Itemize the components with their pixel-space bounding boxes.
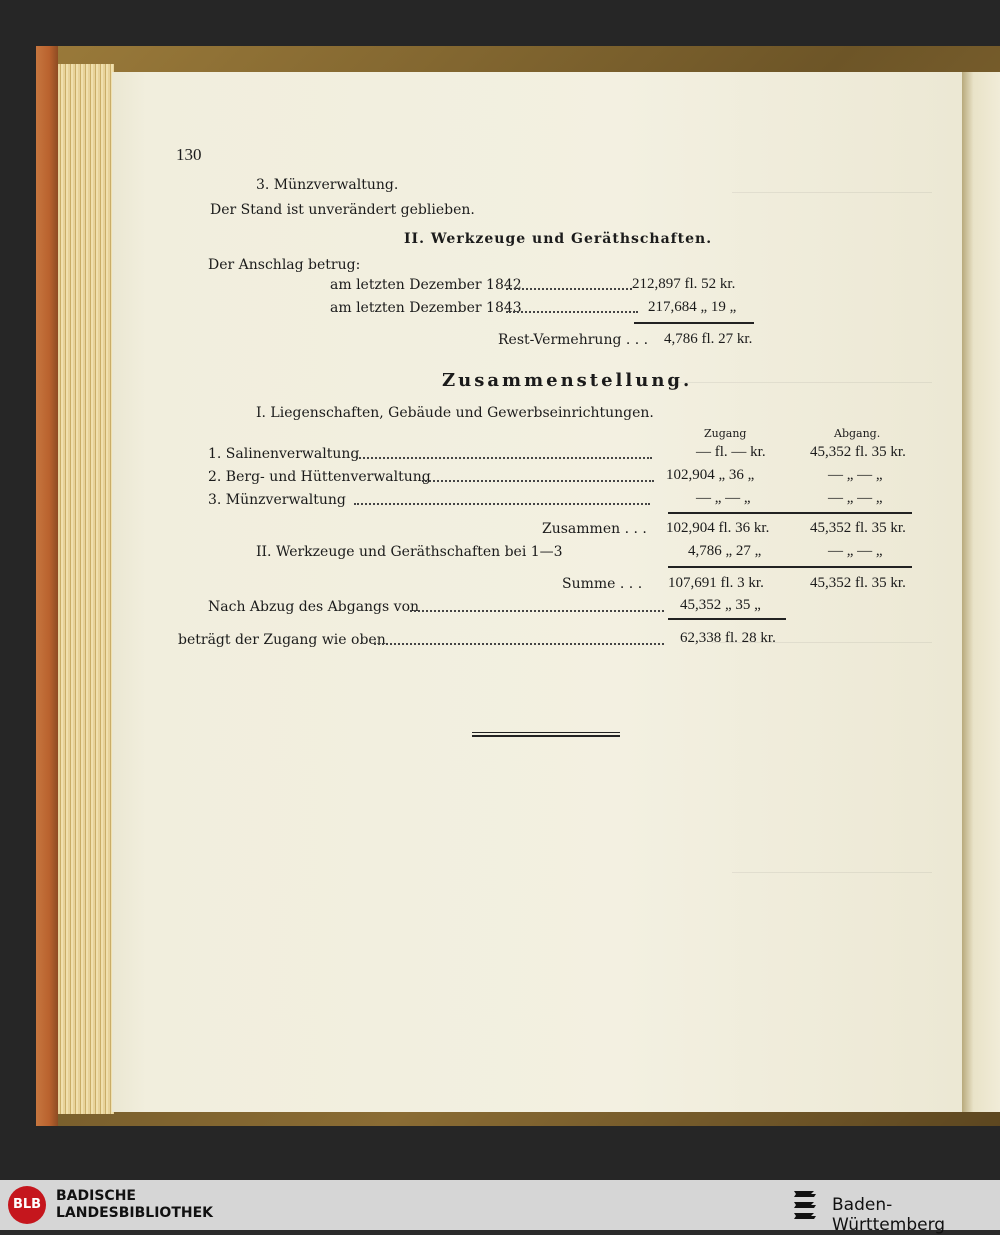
dot-leader [374, 643, 664, 645]
column-header-abgang: Abgang. [834, 427, 881, 440]
summary-title: Zusammenstellung. [442, 370, 693, 391]
rest-vermehrung-label: Rest-Vermehrung . . . [498, 332, 649, 348]
page-number: 130 [176, 145, 202, 164]
dot-leader [356, 457, 652, 459]
dot-leader [506, 311, 638, 313]
closing-rule [472, 735, 620, 737]
dot-leader [354, 503, 650, 505]
summary-row-abgang: 45,352 fl. 35 kr. [810, 444, 906, 460]
summary-row-zugang: 102,904 „ 36 „ [666, 467, 755, 483]
zugang-value: 62,338 fl. 28 kr. [680, 630, 776, 646]
blb-logo[interactable]: BLB [8, 1186, 46, 1224]
zusammen-zugang: 102,904 fl. 36 kr. [666, 520, 770, 536]
book-cover-edge [36, 46, 58, 1126]
summary-row-abgang: — „ — „ [828, 490, 883, 506]
rest-vermehrung-value: 4,786 fl. 27 kr. [664, 331, 753, 347]
summary-row-abgang: — „ — „ [828, 467, 883, 483]
abzug-label: Nach Abzug des Abgangs von [208, 599, 420, 615]
three-lions-icon [790, 1187, 822, 1223]
summary-subheading: I. Liegenschaften, Gebäude und Gewerbseinrichtungen. [256, 405, 654, 421]
section-heading-werkzeuge: II. Werkzeuge und Geräthschaften. [404, 231, 713, 247]
werkzeuge-label: II. Werkzeuge und Geräthschaften bei 1—3 [256, 544, 563, 560]
sum-rule [668, 566, 912, 568]
summary-row-zugang: — „ — „ [696, 490, 751, 506]
zugang-label: beträgt der Zugang wie oben [178, 632, 386, 648]
blb-name-line2: LANDESBIBLIOTHEK [56, 1205, 214, 1221]
blb-name[interactable] [56, 1188, 213, 1222]
summary-row-label: 1. Salinenverwaltung [208, 446, 360, 462]
show-through-texture [112, 72, 962, 1112]
sum-rule [634, 322, 754, 324]
anschlag-value-1843: 217,684 „ 19 „ [648, 299, 737, 315]
dot-leader [422, 480, 654, 482]
blb-name-line1: BADISCHE [56, 1188, 136, 1204]
abzug-value: 45,352 „ 35 „ [680, 597, 761, 613]
summe-label: Summe . . . [562, 576, 643, 592]
section-text-munz: Der Stand ist unverändert geblieben. [210, 202, 475, 218]
summary-row-label: 2. Berg- und Hüttenverwaltung [208, 469, 431, 485]
book-page [112, 72, 962, 1112]
column-header-zugang: Zugang [704, 427, 747, 440]
werkzeuge-abgang: — „ — „ [828, 543, 883, 559]
closing-rule [472, 732, 620, 733]
anschlag-value-1842: 212,897 fl. 52 kr. [632, 276, 736, 292]
zusammen-abgang: 45,352 fl. 35 kr. [810, 520, 906, 536]
dot-leader [410, 610, 664, 612]
footer-bar [0, 1180, 1000, 1235]
zusammen-label: Zusammen . . . [542, 521, 647, 537]
facing-page-edge [962, 72, 1000, 1112]
summary-row-zugang: — fl. — kr. [696, 444, 766, 460]
anschlag-label-1842: am letzten Dezember 1842 [330, 277, 522, 293]
summe-zugang: 107,691 fl. 3 kr. [668, 575, 764, 591]
summary-row-label: 3. Münzverwaltung [208, 492, 346, 508]
section-heading-munz: 3. Münzverwaltung. [256, 177, 399, 193]
page-stack [58, 64, 114, 1114]
baden-wuerttemberg-label[interactable]: Baden-Württemberg [832, 1195, 946, 1235]
summe-abgang: 45,352 fl. 35 kr. [810, 575, 906, 591]
sum-rule [668, 512, 912, 514]
anschlag-intro: Der Anschlag betrug: [208, 257, 361, 273]
sum-rule [668, 618, 786, 620]
dot-leader [506, 288, 632, 290]
werkzeuge-zugang: 4,786 „ 27 „ [688, 543, 762, 559]
anschlag-label-1843: am letzten Dezember 1843 [330, 300, 522, 316]
